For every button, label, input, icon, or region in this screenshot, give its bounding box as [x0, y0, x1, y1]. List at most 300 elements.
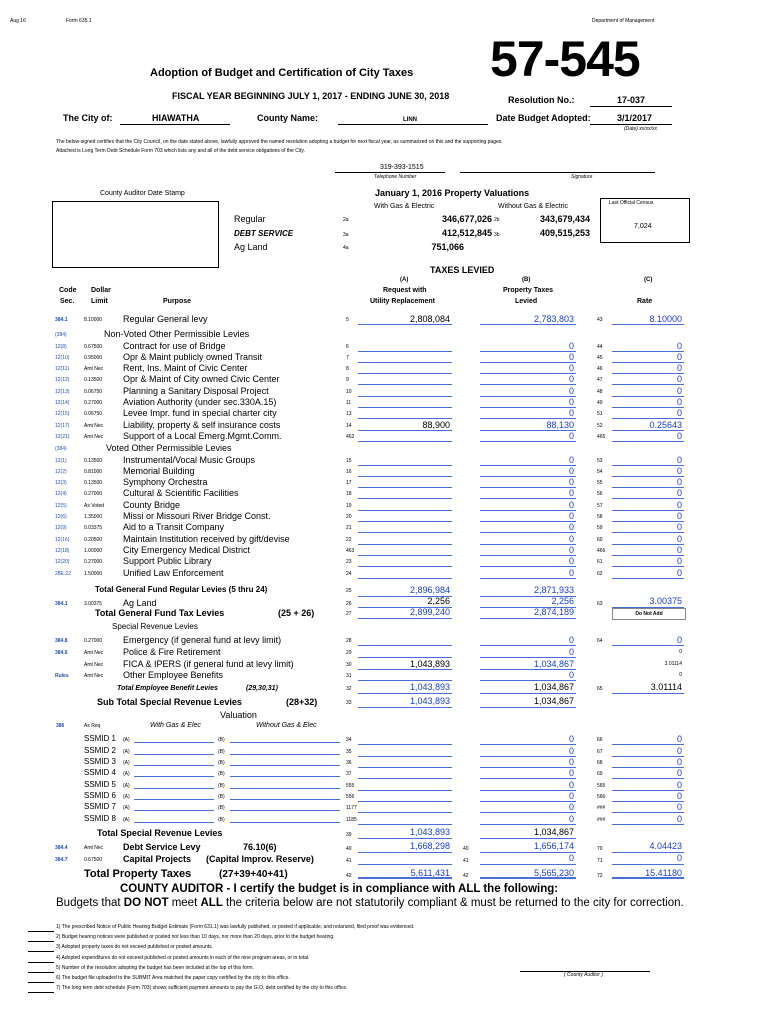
capital-projects-b[interactable]: 0 [568, 853, 574, 863]
field-rate[interactable]: 0 [679, 649, 682, 655]
field-b[interactable]: 0 [568, 522, 574, 532]
field-rate[interactable]: 8.10000 [649, 314, 682, 324]
val-regular-with[interactable]: 346,677,026 [441, 214, 492, 224]
line-number: 9 [346, 377, 349, 383]
field-b[interactable]: 0 [568, 431, 574, 441]
row-purpose: Other Employee Benefits [123, 670, 224, 680]
limit-header: Limit [91, 298, 108, 305]
row-limit: 0.13500 [84, 480, 103, 486]
debt-code: 384.4 [55, 845, 68, 851]
row-a-marker: (A) [123, 749, 130, 755]
row-a-marker: (A) [123, 771, 130, 777]
ssmid-with-line[interactable] [134, 746, 214, 755]
ssmid-name: SSMID 8 [84, 814, 117, 823]
field-a-line [358, 488, 452, 499]
field-b[interactable]: 88,130 [546, 420, 574, 430]
row-purpose: Regular General levy [123, 314, 208, 324]
line-number: 39 [346, 832, 352, 838]
county-auditor-label: ( County Auditor ) [564, 972, 603, 978]
row-code: 384.1 [55, 317, 68, 323]
ssmid-with-header: With Gas & Elec [150, 722, 201, 729]
subtotal-special-b[interactable]: 1,034,867 [533, 696, 574, 706]
field-b[interactable]: 0 [568, 341, 574, 351]
regular-total-b[interactable]: 2,871,933 [533, 585, 574, 595]
row-code: 12(9) [55, 525, 67, 531]
checkbox-line[interactable] [28, 962, 54, 963]
ag-limit: 3.00375 [84, 601, 103, 607]
line-number: ### [597, 805, 606, 811]
field-rate[interactable]: 0 [676, 477, 682, 487]
levied-header: Levied [515, 298, 538, 305]
field-a[interactable]: 2,808,084 [409, 314, 450, 324]
row-purpose: Opr & Maint of City owned Civic Center [123, 374, 280, 384]
field-b[interactable]: 2,783,803 [533, 314, 574, 324]
field-a-line [358, 568, 452, 579]
line-number: 54 [597, 469, 603, 475]
field-a-line [358, 757, 452, 768]
line-number: 40 [463, 846, 469, 852]
field-b[interactable]: 0 [568, 455, 574, 465]
row-b-marker: (B) [218, 737, 225, 743]
ssmid-name: SSMID 5 [84, 780, 117, 789]
field-rate[interactable]: 0 [676, 568, 682, 578]
row-purpose: Rent, Ins. Maint of Civic Center [123, 363, 248, 373]
row-limit: 0.67500 [84, 344, 103, 350]
utility-header: Utility Replacement [370, 298, 435, 305]
row-limit: Amt Nec [84, 423, 104, 429]
line-number: 52 [597, 423, 603, 429]
field-b[interactable]: 0 [568, 466, 574, 476]
field-a-line [358, 511, 452, 522]
date-adopted[interactable]: 3/1/2017 [617, 113, 653, 123]
capital-projects-calc: (Capital Improv. Reserve) [206, 854, 314, 864]
line-number: 65 [597, 686, 603, 692]
field-b[interactable]: 0 [568, 780, 574, 790]
line-number: 64 [597, 638, 603, 644]
census-value[interactable]: 7,024 [634, 223, 652, 230]
ssmid-without-line[interactable] [230, 780, 340, 789]
row-limit: 0.27000 [84, 638, 103, 644]
field-b[interactable]: 0 [568, 511, 574, 521]
ag-land-b[interactable]: 2,256 [551, 596, 574, 606]
date-hint: (Date) xx/xx/xx [624, 126, 658, 132]
total-special-b[interactable]: 1,034,867 [533, 827, 574, 837]
line-number: 41 [346, 858, 352, 864]
ssmid-name: SSMID 1 [84, 734, 117, 743]
employee-benefit-total-label: Total Employee Benefit Levies [117, 685, 218, 692]
field-rate[interactable]: 0 [676, 791, 682, 801]
line-number: 69 [597, 771, 603, 777]
field-a-line [358, 466, 452, 477]
telephone[interactable]: 319-393-1515 [380, 164, 424, 171]
intro-line-1: The below-signed certifies that the City Council, on the date stated above, lawfully approved the named resolution adopting a budget for next fiscal year, as summarized on this and the supporting pages. [56, 139, 503, 145]
line-number: 41 [463, 858, 469, 864]
field-rate[interactable]: 0 [676, 431, 682, 441]
field-rate[interactable]: 0 [676, 746, 682, 756]
row-purpose: Emergency (if general fund at levy limit) [123, 635, 282, 645]
val-code: 3a [343, 232, 349, 238]
ag-land-rate[interactable]: 3.00375 [649, 596, 682, 606]
row-limit: 0.06750 [84, 389, 103, 395]
line-number: 18 [346, 491, 352, 497]
audit-item: 1) The prescribed Notice of Public Hearing Budget Estimate (Form 631.1) was lawfully published, or posted if applicable, and notarized, filed proof was evidenced. [56, 924, 415, 930]
general-fund-calc: (25 + 26) [278, 608, 315, 618]
valuations-title: January 1, 2016 Property Valuations [375, 188, 530, 198]
field-b[interactable]: 0 [568, 408, 574, 418]
field-a-line [358, 341, 452, 352]
field-b[interactable]: 0 [568, 647, 574, 657]
subtotal-special-label: Sub Total Special Revenue Levies [97, 697, 242, 707]
line-number: 21 [346, 525, 352, 531]
val-debt-label: DEBT SERVICE [234, 229, 294, 238]
line-number: 58 [597, 514, 603, 520]
field-b[interactable]: 0 [568, 534, 574, 544]
line-number: 13 [346, 411, 352, 417]
line-number: 59 [597, 525, 603, 531]
line-number: 465 [597, 434, 606, 440]
line-number: 45 [597, 355, 603, 361]
field-rate[interactable]: 0 [676, 780, 682, 790]
debt-service-calc: 76.10(6) [243, 842, 277, 852]
row-code: Rules [55, 673, 69, 679]
val-regular-label: Regular [234, 214, 266, 224]
field-b[interactable]: 0 [568, 363, 574, 373]
line-number: 5 [346, 317, 349, 323]
field-a-line [358, 363, 452, 374]
line-number: 44 [597, 344, 603, 350]
ssmid-without-line[interactable] [230, 791, 340, 800]
ssmid-with-line[interactable] [134, 768, 214, 777]
resolution-number[interactable]: 17-037 [617, 95, 646, 105]
line-number: 40 [346, 846, 352, 852]
ag-land-label: Ag Land [123, 598, 157, 608]
field-rate[interactable]: 0 [676, 386, 682, 396]
debt-service-rate[interactable]: 4.04423 [649, 841, 682, 851]
row-code: 384.6 [55, 650, 68, 656]
row-purpose: Planning a Sanitary Disposal Project [123, 386, 269, 396]
field-rate[interactable]: 0 [676, 768, 682, 778]
row-limit: 0.03375 [84, 525, 103, 531]
field-b[interactable]: 0 [568, 352, 574, 362]
census-label: Last Official Census [609, 200, 654, 206]
field-b[interactable]: 0 [568, 386, 574, 396]
line-number: 17 [346, 480, 352, 486]
field-b[interactable]: 0 [568, 670, 574, 680]
subtotal-special-a[interactable]: 1,043,893 [409, 696, 450, 706]
line-number: 34 [346, 737, 352, 743]
line-number: 22 [346, 537, 352, 543]
row-code: 384.8 [55, 638, 68, 644]
field-b[interactable]: 0 [568, 791, 574, 801]
ssmid-with-line[interactable] [134, 814, 214, 823]
field-b[interactable]: 0 [568, 477, 574, 487]
total-property-taxes-rate[interactable]: 15.41180 [645, 868, 682, 878]
row-code: 12(10) [55, 355, 70, 361]
ssmid-without-line[interactable] [230, 814, 340, 823]
city-name[interactable]: HIAWATHA [152, 113, 200, 123]
row-b-marker: (B) [218, 783, 225, 789]
field-rate[interactable]: 0 [676, 511, 682, 521]
line-number: 68 [597, 760, 603, 766]
line-number: 42 [463, 873, 469, 879]
capital-limit: 0.67500 [84, 857, 103, 863]
special-revenue-title: Special Revenue Levies [112, 622, 198, 631]
checkbox-line[interactable] [28, 931, 54, 932]
field-rate[interactable]: 0 [676, 534, 682, 544]
ssmid-without-line[interactable] [230, 734, 340, 743]
ssmid-without-line[interactable] [230, 768, 340, 777]
field-a-line [358, 746, 452, 757]
field-b[interactable]: 0 [568, 397, 574, 407]
line-number: 26 [346, 601, 352, 607]
field-rate[interactable]: 0 [676, 363, 682, 373]
ssmid-without-line[interactable] [230, 802, 340, 811]
row-b-marker: (B) [218, 817, 225, 823]
line-number: 57 [597, 503, 603, 509]
county-name[interactable]: LINN [403, 117, 417, 123]
row-limit: Amt Nec [84, 434, 104, 440]
field-rate[interactable]: 0 [676, 500, 682, 510]
without-gas-header: Without Gas & Electric [498, 203, 569, 210]
line-number: 28 [346, 638, 352, 644]
form-number: 57-545 [490, 31, 640, 87]
row-purpose: Unified Law Enforcement [123, 568, 224, 578]
purpose-header: Purpose [163, 298, 192, 305]
field-a[interactable]: 1,043,893 [409, 659, 450, 669]
general-fund-b[interactable]: 2,874,189 [533, 607, 574, 617]
field-rate[interactable]: 0 [679, 672, 682, 678]
field-rate[interactable]: 0 [676, 374, 682, 384]
stamp-label: County Auditor Date Stamp [100, 190, 185, 197]
val-debt-with[interactable]: 412,512,845 [441, 228, 492, 238]
checkbox-line[interactable] [28, 992, 54, 993]
row-purpose: Liability, property & self insurance costs [123, 420, 281, 430]
line-number: 462 [346, 434, 355, 440]
row-code: 12(4) [55, 491, 67, 497]
val-code: 3b [494, 232, 500, 238]
val-ag-with[interactable]: 751,066 [431, 242, 464, 252]
employee-benefit-b[interactable]: 1,034,867 [533, 682, 574, 692]
regular-total-label: Total General Fund Regular Levies (5 thru 24) [95, 585, 268, 594]
total-property-taxes-label: Total Property Taxes [84, 868, 192, 880]
ag-code: 384.1 [55, 601, 68, 607]
line-number: 32 [346, 686, 352, 692]
ssmid-without-line[interactable] [230, 757, 340, 766]
col-a-label: (A) [400, 277, 409, 283]
checkbox-line[interactable] [28, 972, 54, 973]
row-limit: 0.06750 [84, 411, 103, 417]
line-number: 8 [346, 366, 349, 372]
line-number: 31 [346, 673, 352, 679]
field-rate[interactable]: 0 [676, 522, 682, 532]
line-number: 62 [597, 571, 603, 577]
field-a-line [358, 522, 452, 533]
ssmid-name: SSMID 6 [84, 791, 117, 800]
debt-service-b[interactable]: 1,656,174 [533, 841, 574, 851]
total-property-taxes-a[interactable]: 5,611,431 [410, 868, 450, 878]
line-number: 36 [346, 760, 352, 766]
val-debt-without[interactable]: 409,515,253 [539, 228, 590, 238]
field-a-line [358, 477, 452, 488]
ssmid-name: SSMID 2 [84, 746, 117, 755]
field-b[interactable]: 0 [568, 768, 574, 778]
field-rate[interactable]: 0 [676, 734, 682, 744]
field-b[interactable]: 0 [568, 568, 574, 578]
debt-service-a[interactable]: 1,668,298 [409, 841, 450, 851]
signature-label: Signature [571, 174, 593, 180]
val-regular-without[interactable]: 343,679,434 [539, 214, 590, 224]
department: Department of Management [592, 18, 655, 24]
field-rate[interactable]: 0 [676, 545, 682, 555]
row-a-marker: (A) [123, 737, 130, 743]
line-number: 66 [597, 737, 603, 743]
total-property-taxes-calc: (27+39+40+41) [219, 869, 288, 880]
line-number: 6 [346, 344, 349, 350]
line-number: 35 [346, 749, 352, 755]
line-number: 565 [597, 783, 606, 789]
ssmid-with-line[interactable] [134, 780, 214, 789]
auditor-warning: Budgets that DO NOT meet ALL the criteria below are not statutorily compliant & must be returned to the city for correction. [56, 897, 684, 909]
audit-item: 7) The long term debt schedule (Form 703) shows sufficient payment amounts to pay the G.O. debt certified by the city to this office. [56, 985, 348, 992]
line-number: 56 [597, 491, 603, 497]
field-rate[interactable]: 3.01114 [664, 661, 682, 667]
ssmid-without-line[interactable] [230, 746, 340, 755]
field-b[interactable]: 0 [568, 545, 574, 555]
col-b-label: (B) [522, 277, 531, 283]
line-number: 46 [597, 366, 603, 372]
line-number: 23 [346, 559, 352, 565]
checkbox-line[interactable] [28, 941, 54, 942]
line-number: 29 [346, 650, 352, 656]
row-limit: 1.00000 [84, 548, 103, 554]
row-a-marker: (A) [123, 794, 130, 800]
row-code: 12(17) [55, 423, 70, 429]
employee-benefit-a[interactable]: 1,043,893 [409, 682, 450, 692]
telephone-label: Telephone Number [374, 174, 417, 180]
capital-projects-label: Capital Projects [123, 854, 192, 864]
employee-benefit-calc: (29,30,31) [246, 685, 278, 692]
line-number: 7 [346, 355, 349, 361]
row-purpose: Missi or Missouri River Bridge Const. [123, 511, 271, 521]
total-special-a[interactable]: 1,043,893 [409, 827, 450, 837]
audit-item: 6) The budget file uploaded to the SUBMIT Area matched the paper copy certified by the city to this office. [56, 975, 290, 981]
checkbox-line[interactable] [28, 951, 54, 952]
row-purpose: Police & Fire Retirement [123, 647, 221, 657]
row-code: 12(13) [55, 389, 70, 395]
field-rate[interactable]: 0.25643 [649, 420, 682, 430]
row-b-marker: (B) [218, 760, 225, 766]
ssmid-with-line[interactable] [134, 802, 214, 811]
row-limit: 1.50000 [84, 571, 103, 577]
field-b[interactable]: 0 [568, 757, 574, 767]
field-rate[interactable]: 0 [676, 397, 682, 407]
general-fund-total-label: Total General Fund Tax Levies [95, 608, 225, 618]
field-a-line [358, 397, 452, 408]
field-rate[interactable]: 0 [676, 466, 682, 476]
field-a-line [358, 374, 452, 385]
field-b[interactable]: 0 [568, 734, 574, 744]
row-b-marker: (B) [218, 794, 225, 800]
row-purpose: FICA & IPERS (if general fund at levy limit) [123, 659, 294, 669]
ssmid-with-line[interactable] [134, 734, 214, 743]
row-limit: 0.13500 [84, 458, 103, 464]
ssmid-with-line[interactable] [134, 757, 214, 766]
field-b[interactable]: 0 [568, 814, 574, 824]
row-limit: 0.95000 [84, 355, 103, 361]
form-date: Aug 16 [10, 18, 26, 24]
row-code: 12(3) [55, 480, 67, 486]
debt-limit: Amt Nec [84, 845, 104, 851]
field-rate[interactable]: 0 [676, 408, 682, 418]
field-b[interactable]: 0 [568, 635, 574, 645]
field-rate[interactable]: 0 [676, 802, 682, 812]
checkbox-line[interactable] [28, 982, 54, 983]
valuation-label: Valuation [220, 710, 257, 720]
line-number: 37 [346, 771, 352, 777]
ssmid-name: SSMID 3 [84, 757, 117, 766]
ssmid-without-header: Without Gas & Elec [256, 722, 317, 729]
line-number: 14 [346, 423, 352, 429]
code-header: Code [59, 287, 77, 294]
field-b[interactable]: 0 [568, 488, 574, 498]
field-b[interactable]: 0 [568, 500, 574, 510]
field-a[interactable]: 88,900 [422, 420, 450, 430]
val-ag-label: Ag Land [234, 242, 268, 252]
ssmid-with-line[interactable] [134, 791, 214, 800]
field-a-line [358, 408, 452, 419]
field-b[interactable]: 0 [568, 746, 574, 756]
regular-total-a[interactable]: 2,896,984 [409, 585, 450, 595]
field-rate[interactable]: 0 [676, 488, 682, 498]
field-rate[interactable]: 0 [676, 757, 682, 767]
field-rate[interactable]: 0 [676, 814, 682, 824]
total-property-taxes-b[interactable]: 5,565,230 [533, 868, 574, 878]
row-purpose: Opr & Maint publicly owned Transit [123, 352, 263, 362]
field-b[interactable]: 0 [568, 802, 574, 812]
field-rate[interactable]: 0 [676, 635, 682, 645]
row-purpose: Symphony Orchestra [123, 477, 208, 487]
date-stamp-box [52, 201, 219, 268]
capital-projects-rate[interactable]: 0 [676, 853, 682, 863]
row-code: 12(11) [55, 366, 70, 372]
fiscal-year: FISCAL YEAR BEGINNING JULY 1, 2017 - ENDING JUNE 30, 2018 [172, 91, 450, 101]
sec-header: Sec. [60, 298, 75, 305]
field-rate[interactable]: 0 [676, 341, 682, 351]
field-a-line [358, 814, 452, 825]
line-number: 19 [346, 503, 352, 509]
field-rate[interactable]: 0 [676, 352, 682, 362]
row-limit: Amt Nec [84, 673, 104, 679]
row-limit: 0.20500 [84, 537, 103, 543]
resolution-label: Resolution No.: [508, 95, 575, 105]
field-b[interactable]: 0 [568, 374, 574, 384]
field-rate[interactable]: 0 [676, 556, 682, 566]
ssmid-name: SSMID 7 [84, 802, 117, 811]
line-number: 20 [346, 514, 352, 520]
field-rate[interactable]: 0 [676, 455, 682, 465]
property-taxes-header: Property Taxes [503, 287, 554, 294]
intro-line-2: Attached is Long Term Debt Schedule Form 703 which lists any and all of the debt service obligations of the City. [56, 148, 305, 154]
employee-benefit-rate[interactable]: 3.01114 [650, 682, 682, 692]
field-b[interactable]: 1,034,867 [533, 659, 574, 669]
general-fund-a[interactable]: 2,899,240 [409, 607, 450, 617]
field-b[interactable]: 0 [568, 556, 574, 566]
row-code: 12(18) [55, 548, 70, 554]
row-limit: 1.35000 [84, 514, 103, 520]
line-number: 51 [597, 411, 603, 417]
city-label: The City of: [63, 113, 113, 123]
ag-land-a[interactable]: 2,256 [427, 596, 450, 606]
